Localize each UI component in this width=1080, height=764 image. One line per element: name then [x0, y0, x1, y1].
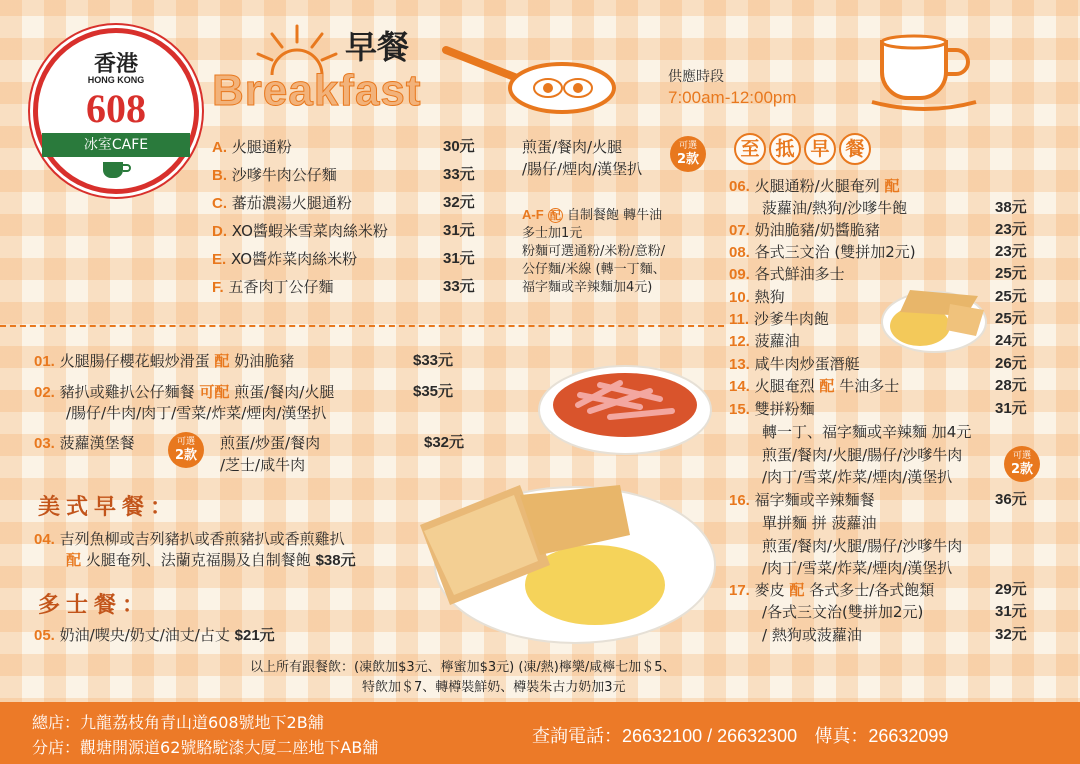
- item-code: 12.: [729, 333, 750, 350]
- item-price: 29元: [995, 581, 1027, 598]
- item-code: 04.: [34, 531, 55, 548]
- list-item: [34, 434, 135, 453]
- item-code: D.: [212, 223, 227, 240]
- item-detail: /腸仔/牛肉/肉丁/雪菜/炸菜/煙肉/漢堡扒: [66, 404, 327, 422]
- pei-label: 配: [789, 581, 805, 599]
- item-detail: 菠蘿油/熱狗/沙嗲牛飽: [762, 199, 908, 217]
- item-price: 26元: [995, 355, 1027, 372]
- item-code: 03.: [34, 435, 55, 452]
- item-detail: [66, 551, 356, 570]
- item-detail: / 熱狗或菠蘿油: [762, 626, 862, 644]
- item-name: 牛油多士: [834, 377, 900, 395]
- item-name: 各式三文治 (雙拼加2元): [754, 243, 916, 261]
- item-name: 煎蛋/餐肉/火腿: [229, 383, 335, 401]
- item-price: 23元: [995, 221, 1027, 238]
- list-item: [729, 491, 875, 510]
- main-store-value: 九龍荔枝角青山道608號地下2B舖: [80, 713, 324, 732]
- fax-number: 26632099: [868, 726, 949, 746]
- choose-two-badge: [1004, 446, 1040, 482]
- item-code: 11.: [729, 311, 750, 328]
- af-note-line1: [522, 206, 662, 225]
- pei-label: 配: [819, 377, 835, 395]
- item-price: 30元: [443, 138, 475, 155]
- item-name: 火腿奄烈: [754, 377, 820, 395]
- brand-tag-ribbon: [42, 133, 190, 157]
- item-name: 豬扒或雞扒公仔麵餐: [59, 383, 200, 401]
- item-name: 菠蘿漢堡餐: [59, 434, 135, 452]
- item-price: 25元: [995, 288, 1027, 305]
- item-code: 02.: [34, 384, 55, 401]
- pei-label: 配: [66, 551, 82, 569]
- item-name: 各式多士/各式飽類: [804, 581, 935, 599]
- breakfast-photo: [410, 355, 720, 650]
- item-name: 沙爹牛肉飽: [753, 310, 829, 328]
- item-code: 01.: [34, 353, 55, 370]
- toast-omelette-photo: [880, 282, 988, 354]
- list-item: [729, 332, 800, 351]
- item-price: 36元: [995, 491, 1027, 508]
- item-code: 15.: [729, 401, 750, 418]
- item-detail: 煎蛋/炒蛋/餐肉: [220, 434, 321, 452]
- main-store-label: 總店：: [32, 713, 81, 732]
- brand-tag: 冰室CAFE: [83, 137, 149, 153]
- item-price: 31元: [443, 250, 475, 267]
- brand-name-en: HONG KONG: [87, 75, 145, 85]
- item-code: F.: [212, 279, 224, 296]
- af-note-line3: 粉麵可選通粉/米粉/意粉/: [522, 244, 666, 259]
- item-name: 雙拼粉麵: [754, 400, 815, 418]
- list-item: [729, 221, 880, 240]
- branch-store-address: [32, 735, 378, 758]
- af-note-line2: 多士加1元: [522, 226, 583, 241]
- item-name: 火腿腸仔櫻花蝦炒滑蛋: [59, 352, 215, 370]
- badge-top: 可選: [678, 141, 697, 151]
- item-detail: /芝士/咸牛肉: [220, 456, 306, 474]
- item-detail: 煎蛋/餐肉/火腿/腸仔/沙嗲牛肉: [762, 537, 963, 555]
- list-item: [729, 177, 899, 196]
- item-code: 07.: [729, 222, 750, 239]
- item-code: C.: [212, 195, 227, 212]
- pei-label: 可配: [199, 383, 230, 401]
- addon-options-line1: 煎蛋/餐肉/火腿: [522, 138, 623, 156]
- list-item: [212, 138, 292, 157]
- list-item: [212, 194, 352, 213]
- list-item: [34, 530, 345, 549]
- brand-name-zh: 香港: [93, 52, 138, 77]
- item-price: 25元: [995, 310, 1027, 327]
- list-item: [729, 288, 785, 307]
- list-item: [729, 310, 829, 329]
- title-char: 早: [804, 133, 836, 165]
- main-store-address: [32, 710, 324, 733]
- item-price: 38元: [995, 199, 1027, 216]
- choose-two-badge: [670, 136, 706, 172]
- badge-bottom: 2款: [174, 448, 198, 463]
- branch-store-label: 分店：: [32, 738, 81, 757]
- item-name: 吉列魚柳或吉列豬扒或香煎豬扒或香煎雞扒: [59, 530, 345, 548]
- list-item: [729, 265, 845, 284]
- drinks-note-line2: 特飲加＄7、轉樽裝鮮奶、樽裝朱古力奶加3元: [362, 680, 626, 695]
- item-name: 沙嗲牛肉公仔麵: [231, 166, 337, 184]
- item-detail: /肉丁/雪菜/炸菜/煙肉/漢堡扒: [762, 559, 953, 577]
- af-code: A-F: [522, 207, 544, 222]
- title-char: 至: [734, 133, 766, 165]
- hours-label: 供應時段: [668, 69, 724, 85]
- list-item: [212, 250, 357, 269]
- brand-number: 608: [86, 86, 146, 131]
- item-code: 16.: [729, 492, 750, 509]
- list-item: [729, 400, 815, 419]
- list-item: [729, 243, 916, 262]
- item-name: XO醬炸菜肉絲米粉: [230, 250, 358, 268]
- item-price: $33元: [413, 352, 454, 369]
- item-code: 06.: [729, 178, 750, 195]
- list-item: [34, 383, 334, 402]
- item-code: 09.: [729, 266, 750, 283]
- item-code: 05.: [34, 627, 55, 644]
- item-price: $35元: [413, 383, 454, 400]
- item-price: 33元: [443, 166, 475, 183]
- item-detail: 煎蛋/餐肉/火腿/腸仔/沙嗲牛肉: [762, 446, 963, 464]
- item-price: 28元: [995, 377, 1027, 394]
- item-name: 奶油脆豬/奶醬脆豬: [754, 221, 880, 239]
- list-item: [212, 278, 333, 297]
- item-name: 各式鮮油多士: [754, 265, 845, 283]
- list-item: [729, 581, 934, 600]
- item-code: 14.: [729, 378, 750, 395]
- item-name: 火腿通粉: [231, 138, 292, 156]
- hours-value: 7:00am-12:00pm: [668, 88, 797, 107]
- item-price: 31元: [995, 400, 1027, 417]
- item-price: 32元: [995, 626, 1027, 643]
- branch-store-value: 觀塘開源道62號駱駝漆大厦二座地下AB舖: [80, 738, 379, 757]
- af-text: 自制餐飽 轉牛油: [566, 208, 663, 223]
- item-detail: /肉丁/雪菜/炸菜/煙肉/漢堡扒: [762, 468, 953, 486]
- item-price: 25元: [995, 265, 1027, 282]
- item-name: 奶油脆豬: [229, 352, 295, 370]
- phone-label: 查詢電話：: [532, 726, 622, 747]
- item-code: E.: [212, 251, 227, 268]
- contact-info: [532, 722, 948, 748]
- coffee-cup-icon: [100, 159, 132, 179]
- item-name: 咸牛肉炒蛋潛艇: [754, 355, 860, 373]
- item-name: 麥皮: [754, 581, 790, 599]
- item-detail: 轉一丁、福字麵或辛辣麵 加4元: [762, 423, 972, 441]
- list-item: [729, 377, 899, 396]
- af-note-line4: 公仔麵/米線 (轉一丁麵、: [522, 262, 666, 277]
- item-code: B.: [212, 167, 227, 184]
- section-divider: [0, 325, 724, 327]
- af-note-line5: 福字麵或辛辣麵加4元): [522, 280, 653, 295]
- item-name: 火腿奄列、法蘭克福腸及自制餐飽: [81, 551, 311, 569]
- item-name: 五香肉丁公仔麵: [228, 278, 334, 296]
- pei-label: 配: [549, 209, 561, 222]
- american-breakfast-title: 美式早餐：: [38, 494, 179, 520]
- item-name: 菠蘿油: [754, 332, 800, 350]
- frying-pan-icon: [440, 36, 620, 116]
- item-name: 福字麵或辛辣麵餐: [754, 491, 875, 509]
- title-char: 餐: [839, 133, 871, 165]
- pei-label: 配: [214, 352, 230, 370]
- item-code: 17.: [729, 582, 750, 599]
- item-price: 23元: [995, 243, 1027, 260]
- item-code: 10.: [729, 289, 750, 306]
- addon-options-line2: /腸仔/煙肉/漢堡扒: [522, 160, 643, 178]
- item-code: A.: [212, 139, 227, 156]
- item-name: 熱狗: [754, 288, 785, 306]
- item-price: 33元: [443, 278, 475, 295]
- brand-logo: [33, 28, 199, 194]
- footer-bar: [0, 702, 1080, 764]
- title-zh: 早餐: [345, 28, 410, 66]
- item-detail: 單拼麵 拼 菠蘿油: [762, 514, 877, 532]
- item-name: 火腿通粉/火腿奄列: [754, 177, 885, 195]
- choose-two-badge: [168, 432, 204, 468]
- list-item: [34, 626, 275, 645]
- item-code: 08.: [729, 244, 750, 261]
- list-item: [34, 352, 294, 371]
- phone-number: 26632100 / 26632300: [622, 726, 798, 746]
- item-price: $38元: [315, 552, 356, 569]
- item-price: 31元: [995, 603, 1027, 620]
- item-price: $21元: [234, 627, 275, 644]
- item-name: 蕃茄濃湯火腿通粉: [231, 194, 352, 212]
- item-name: XO醬蝦米雪菜肉絲米粉: [231, 222, 388, 240]
- item-name: 奶油/喫央/奶丈/油丈/占丈: [59, 626, 230, 644]
- title-en: Breakfast: [212, 66, 422, 115]
- badge-top: 可選: [176, 437, 195, 447]
- toast-set-title: 多士餐：: [38, 592, 151, 618]
- coffee-cup-illustration-icon: [870, 28, 980, 112]
- badge-top: 可選: [1012, 451, 1031, 461]
- item-price: 24元: [995, 332, 1027, 349]
- badge-bottom: 2款: [676, 152, 700, 167]
- item-price: 31元: [443, 222, 475, 239]
- fax-label: 傳真：: [814, 726, 869, 747]
- pei-label: 配: [884, 177, 900, 195]
- item-price: 32元: [443, 194, 475, 211]
- item-detail: /各式三文治(雙拼加2元): [762, 603, 924, 621]
- drinks-note-line1: 以上所有跟餐飲：(凍飲加$3元、檸蜜加$3元) (凍/熱)檸樂/咸檸七加＄5、: [250, 660, 676, 675]
- list-item: [212, 166, 337, 185]
- title-char: 抵: [769, 133, 801, 165]
- list-item: [729, 355, 860, 374]
- badge-bottom: 2款: [1010, 462, 1034, 477]
- item-price: $32元: [424, 434, 465, 451]
- item-code: 13.: [729, 356, 750, 373]
- list-item: [212, 222, 388, 241]
